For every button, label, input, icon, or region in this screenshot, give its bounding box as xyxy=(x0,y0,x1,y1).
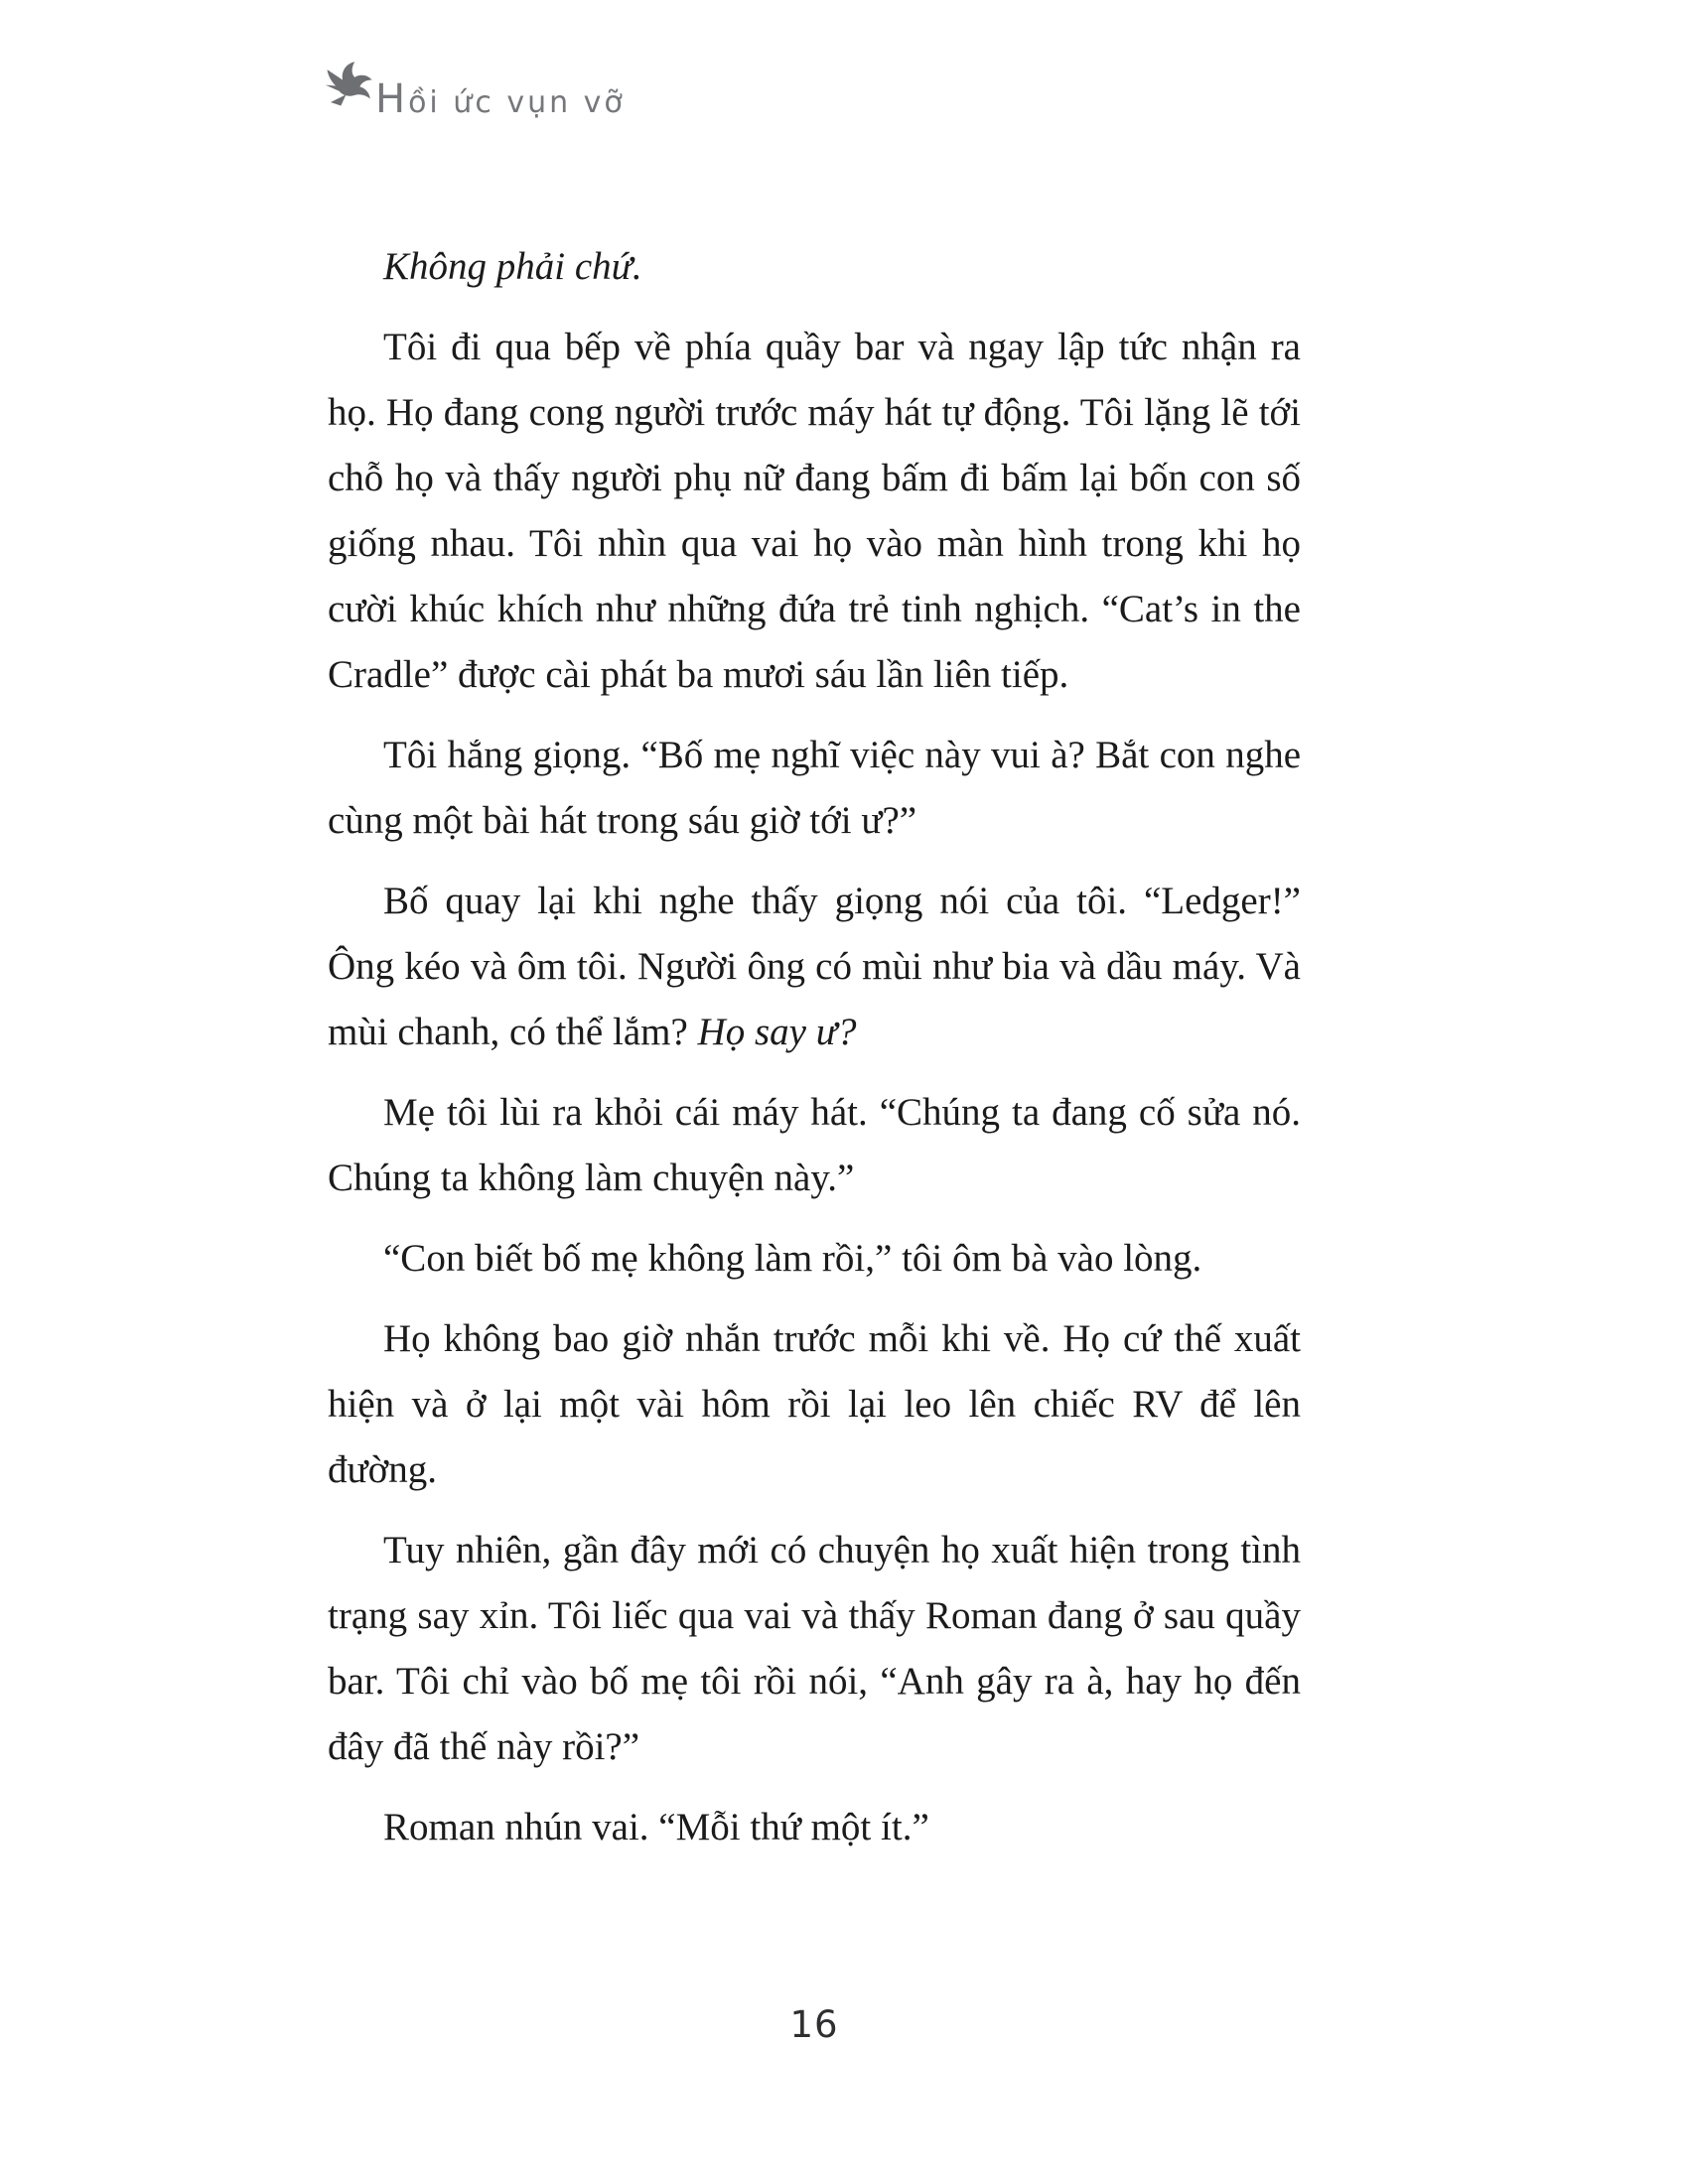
paragraph xyxy=(328,315,1301,708)
paragraph-text: Họ không bao giờ nhắn trước mỗi khi về. Họ cứ thế xuất hiện và ở lại một vài hôm rồi lại leo lên chiếc RV để lên đường. xyxy=(328,1317,1301,1491)
page-number: 16 xyxy=(789,2003,839,2046)
paragraph xyxy=(328,723,1301,854)
paragraph-text: “Con biết bố mẹ không làm rồi,” tôi ôm bà vào lòng. xyxy=(383,1237,1202,1280)
paragraph xyxy=(328,1795,1301,1860)
page-header xyxy=(324,58,626,121)
paragraph-text: Roman nhún vai. “Mỗi thứ một ít.” xyxy=(383,1806,929,1848)
paragraph xyxy=(328,1518,1301,1780)
paragraph-text: Bố quay lại khi nghe thấy giọng nói của tôi. “Ledger!” Ông kéo và ôm tôi. Người ông có mùi như bia và dầu máy. Và mùi chanh, có thể lắm? xyxy=(328,880,1301,1053)
paragraph xyxy=(328,1080,1301,1211)
paragraph-text: Tôi đi qua bếp về phía quầy bar và ngay lập tức nhận ra họ. Họ đang cong người trước máy hát tự động. Tôi lặng lẽ tới chỗ họ và thấy người phụ nữ đang bấm đi bấm lại bốn con số giống nhau. Tôi nhìn qua vai họ vào màn hình trong khi họ cười khúc khích như những đứa trẻ tinh nghịch. “Cat’s in the Cradle” được cài phát ba mươi sáu lần liên tiếp. xyxy=(328,326,1301,696)
paragraph xyxy=(328,869,1301,1065)
page-footer xyxy=(328,2003,1301,2046)
paragraph-text: Tôi hắng giọng. “Bố mẹ nghĩ việc này vui à? Bắt con nghe cùng một bài hát trong sáu giờ tới ư?” xyxy=(328,734,1301,842)
paragraph xyxy=(328,1226,1301,1292)
paragraph xyxy=(328,1306,1301,1503)
paragraph xyxy=(328,234,1301,300)
paragraph-text: Tuy nhiên, gần đây mới có chuyện họ xuất hiện trong tình trạng say xỉn. Tôi liếc qua vai và thấy Roman đang ở sau quầy bar. Tôi chỉ vào bố mẹ tôi rồi nói, “Anh gây ra à, hay họ đến đây đã thế này rồi?” xyxy=(328,1529,1301,1768)
paragraph-text: Mẹ tôi lùi ra khỏi cái máy hát. “Chúng ta đang cố sửa nó. Chúng ta không làm chuyện này.” xyxy=(328,1091,1301,1199)
paragraph-text-italic: Không phải chứ. xyxy=(383,245,642,288)
book-title: Hồi ức vụn vỡ xyxy=(375,76,626,122)
paragraph-text-italic: Họ say ư? xyxy=(697,1011,857,1053)
bird-icon xyxy=(324,58,375,121)
body-paragraphs xyxy=(328,234,1301,1875)
